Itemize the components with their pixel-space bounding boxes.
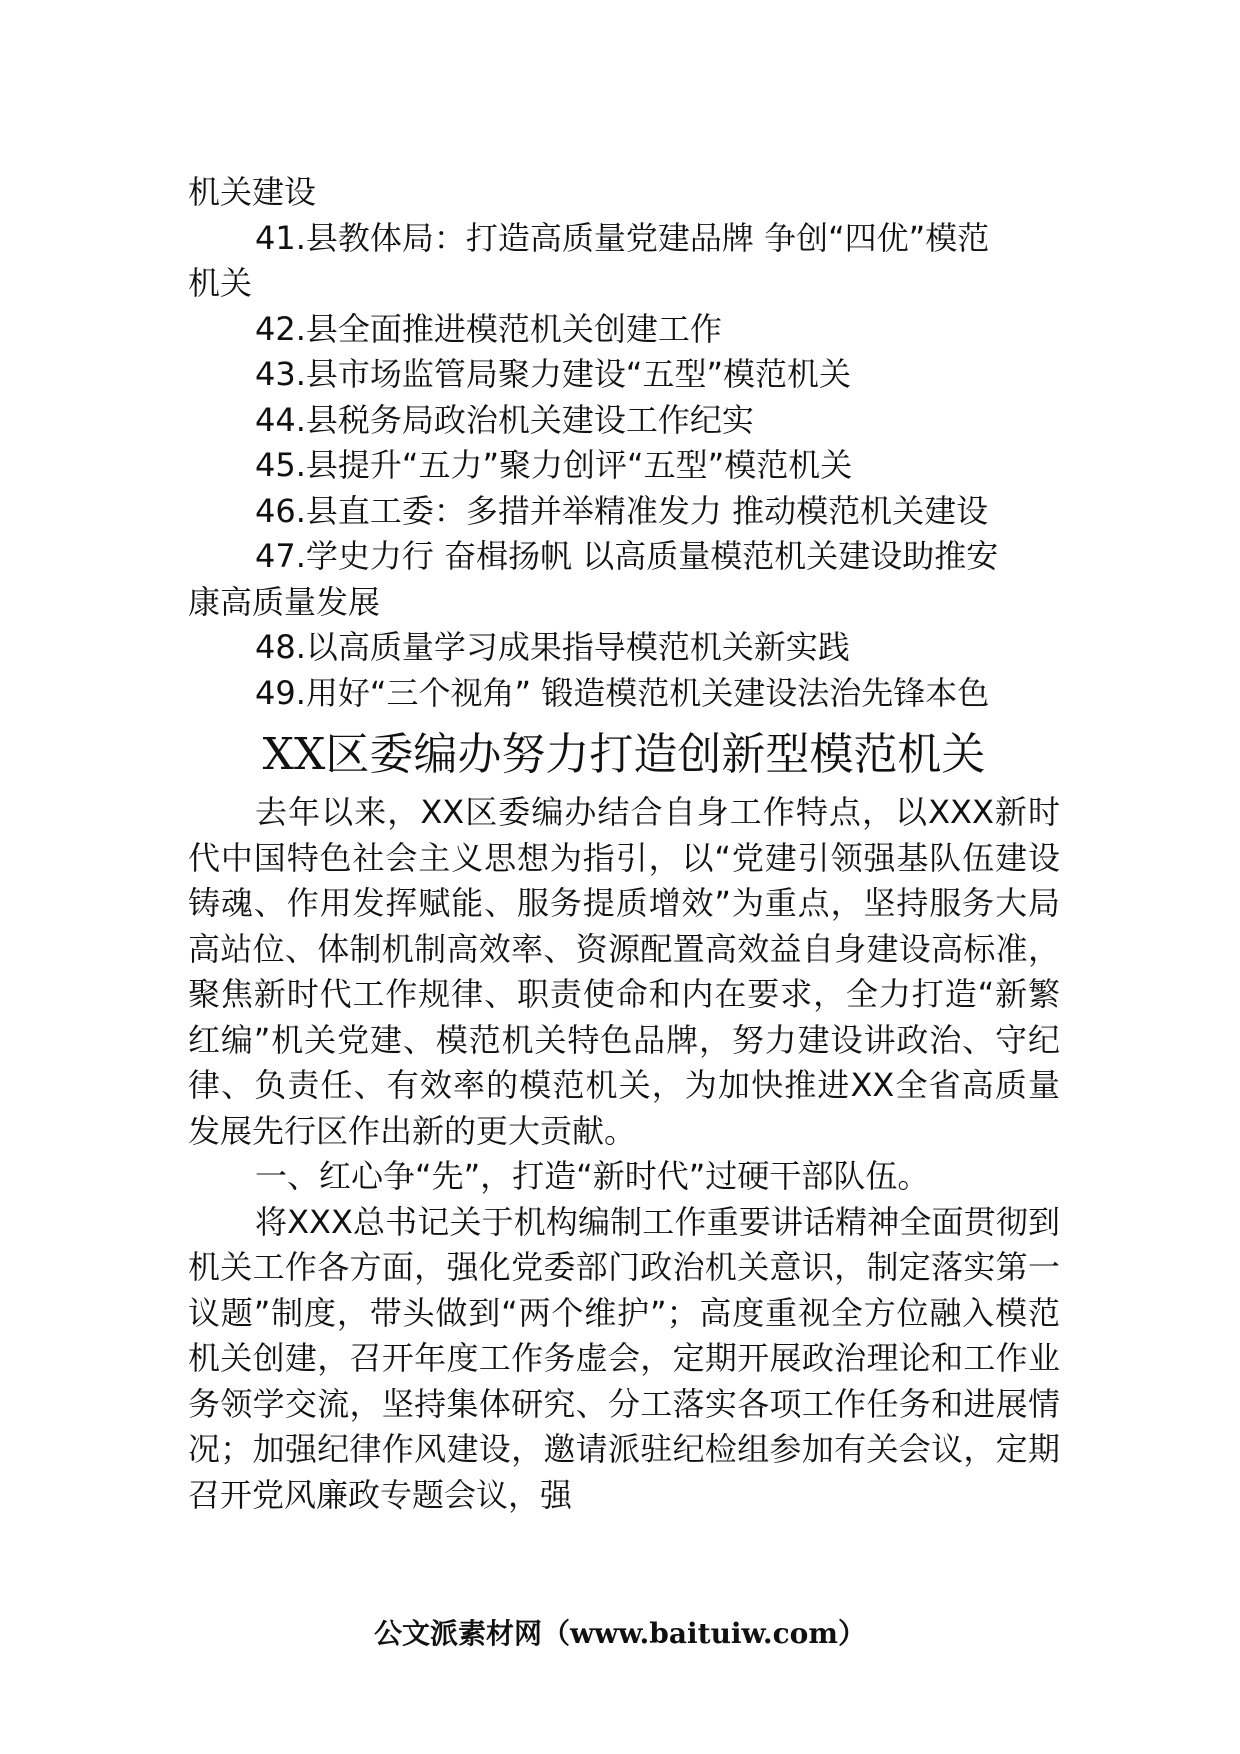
list-item-text: 41.县教体局：打造高质量党建品牌 争创“四优”模范 bbox=[255, 218, 990, 257]
article-title: XX区委编办努力打造创新型模范机关 bbox=[262, 729, 986, 780]
list-item: 48.以高质量学习成果指导模范机关新实践 bbox=[255, 628, 850, 666]
list-item: 42.县全面推进模范机关创建工作 bbox=[255, 309, 722, 348]
list-item: 45.县提升“五力”聚力创评“五型”模范机关 bbox=[255, 446, 853, 484]
list-item-continuation: 康高质量发展 bbox=[188, 582, 381, 621]
list-item-text: 47.学史力行 奋楫扬帆 以高质量模范机关建设助推安 bbox=[255, 537, 999, 575]
intro-paragraph: 去年以来，XX区委编办结合自身工作特点，以XXX新时代中国特色社会主义思想为指引，以“党建引领强基队伍建设铸魂、作用发挥赋能、服务提质增效”为重点，坚持服务大局高站位、体制机制高效率、资源配置高效益自身建设高标准，聚焦新时代工作规律、职责使命和内在要求，全力打造“新繁红编”机关党建、模范机关特色品牌，努力建设讲政治、守纪律、负责任、有效率的模范机关，为加快推进XX全省高质量发展先行区作出新的更大贡献。 bbox=[188, 793, 1060, 1150]
section-heading: 一、红心争“先”，打造“新时代”过硬干部队伍。 bbox=[255, 1157, 930, 1195]
list-item: 46.县直工委：多措并举精准发力 推动模范机关建设 bbox=[255, 491, 989, 530]
list-item: 44.县税务局政治机关建设工作纪实 bbox=[255, 400, 754, 439]
list-item: 43.县市场监管局聚力建设“五型”模范机关 bbox=[255, 355, 852, 393]
list-item bbox=[188, 534, 1060, 625]
body-paragraph: 将XXX总书记关于机构编制工作重要讲话精神全面贯彻到机关工作各方面，强化党委部门政治机关意识，制定落实第一议题”制度，带头做到“两个维护”；高度重视全方位融入模范机关创建，召开年度工作务虚会，定期开展政治理论和工作业务领学交流，坚持集体研究、分工落实各项工作任务和进展情况；加强纪律作风建设，邀请派驻纪检组参加有关会议，定期召开党风廉政专题会议，强 bbox=[188, 1202, 1060, 1514]
list-item: 49.用好“三个视角” 锻造模范机关建设法治先锋本色 bbox=[255, 673, 990, 712]
list-continuation: 机关建设 bbox=[188, 173, 317, 211]
footer-watermark: 公文派素材网（www.baitui​w.com） bbox=[374, 1617, 866, 1650]
list-item bbox=[188, 216, 1060, 307]
list-item-continuation: 机关 bbox=[188, 264, 253, 302]
document-page bbox=[188, 170, 1060, 1518]
